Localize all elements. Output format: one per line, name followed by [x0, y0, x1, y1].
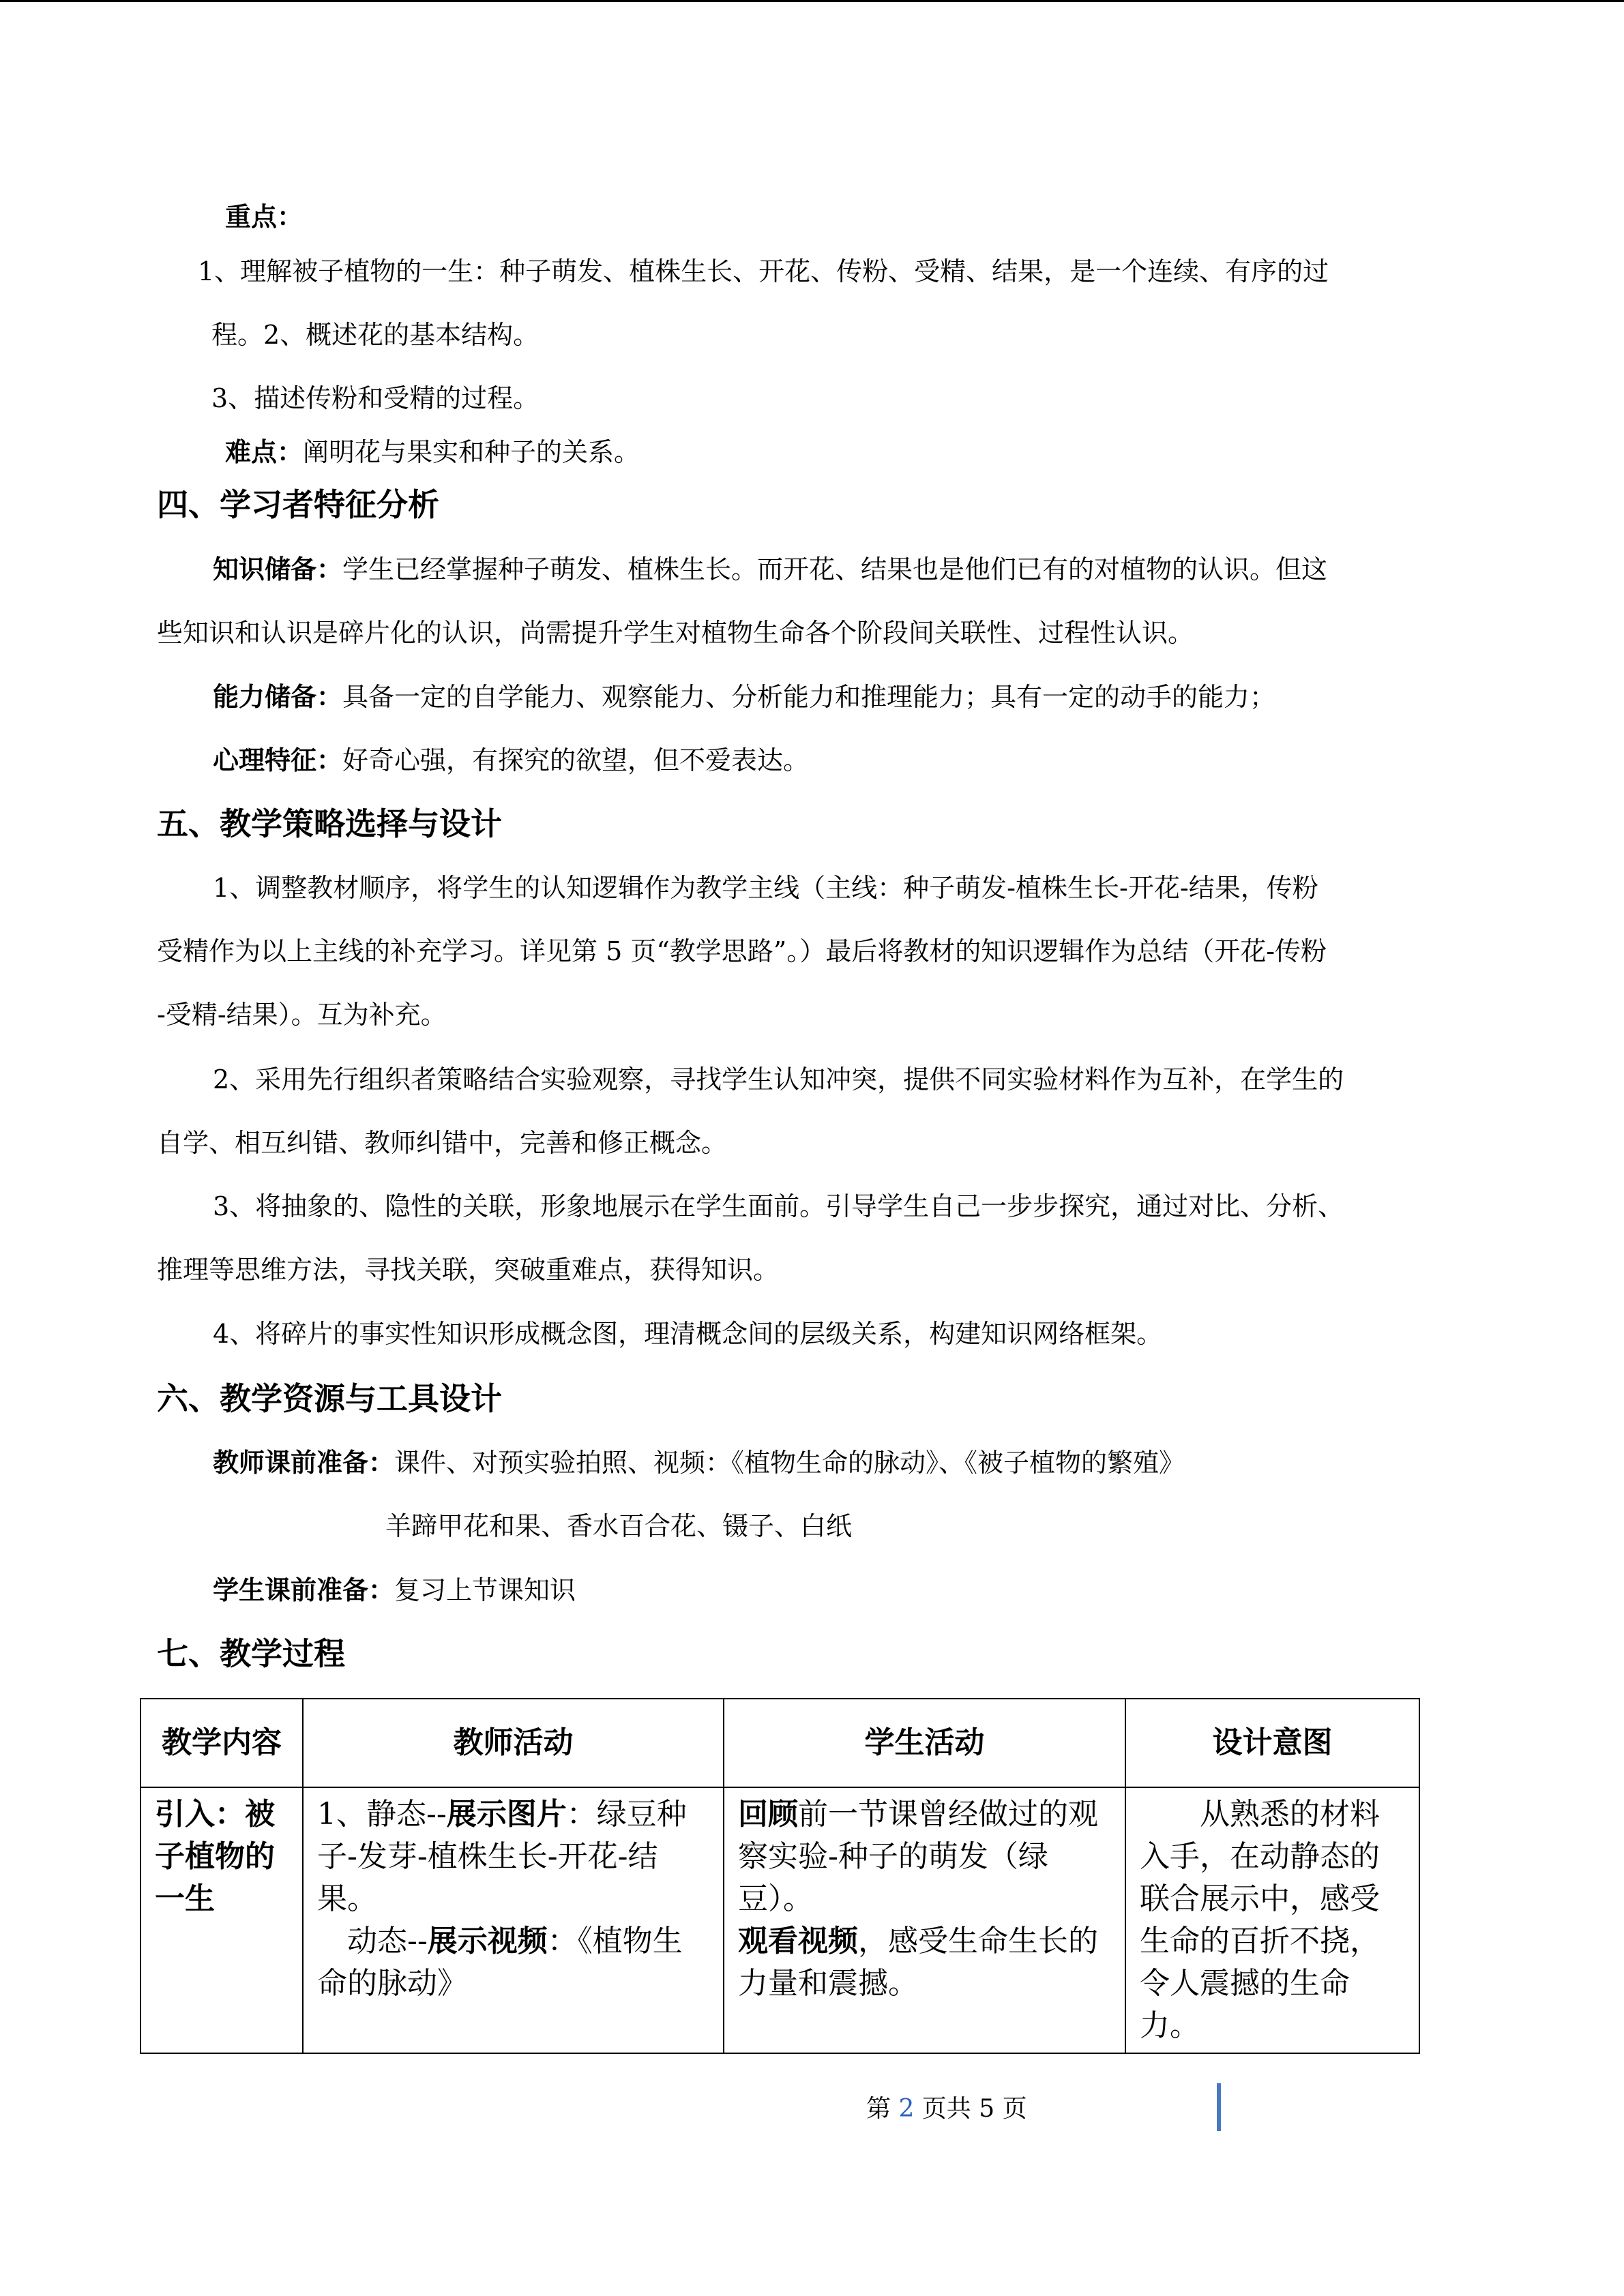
page-footer	[866, 2092, 1027, 2126]
top-border-line	[0, 0, 1624, 2]
teacher-p2-prefix: 动态--	[347, 1924, 428, 1958]
strategy2-line1: 2、采用先行组织者策略结合实验观察，寻找学生认知冲突，提供不同实验材料作为互补，在学生的	[213, 1064, 1344, 1094]
student-p1-bold: 回顾	[738, 1797, 798, 1832]
ability-text: 具备一定的自学能力、观察能力、分析能力和推理能力；具有一定的动手的能力；	[342, 682, 1276, 712]
strategy1-line3: -受精-结果）。互为补充。	[157, 1000, 447, 1030]
header-content: 教学内容	[141, 1699, 303, 1787]
difficulty-line	[225, 435, 640, 469]
section7-heading: 七、教学过程	[157, 1635, 345, 1672]
teacher-p1-rest: ：绿豆种子-发芽-植株生长-开花-结果。	[317, 1797, 687, 1916]
section6-heading: 六、教学资源与工具设计	[157, 1380, 502, 1417]
key-point-1-line1: 1、理解被子植物的一生：种子萌发、植株生长、开花、传粉、受精、结果，是一个连续、有序的过	[198, 256, 1329, 286]
psych-label: 心理特征：	[213, 745, 343, 775]
footer-total-pages: 5	[979, 2095, 995, 2123]
ability-label: 能力储备：	[213, 682, 343, 712]
psych-text: 好奇心强，有探究的欲望，但不爱表达。	[342, 745, 810, 775]
teacher-prep-text: 课件、对预实验拍照、视频：《植物生命的脉动》、《被子植物的繁殖》	[394, 1448, 1185, 1478]
teacher-prep-label: 教师课前准备：	[213, 1448, 395, 1478]
key-points-label-text: 重点：	[225, 202, 304, 232]
teacher-p1-bold: 展示图片	[446, 1797, 567, 1832]
teacher-p2-bold: 展示视频	[427, 1924, 548, 1958]
cell-teacher-activity	[303, 1787, 724, 2053]
section5-heading: 五、教学策略选择与设计	[157, 805, 502, 842]
key-point-1-line2: 程。2、概述花的基本结构。	[211, 320, 540, 350]
cell-design-intent: 从熟悉的材料入手，在动静态的联合展示中，感受生命的百折不挠，令人震撼的生命力。	[1125, 1787, 1419, 2053]
knowledge-label: 知识储备：	[213, 554, 343, 584]
teaching-process-table	[140, 1698, 1420, 2054]
teacher-prep-line1	[213, 1446, 1185, 1480]
strategy2-line2: 自学、相互纠错、教师纠错中，完善和修正概念。	[157, 1128, 728, 1158]
teacher-p1-prefix: 1、静态--	[317, 1797, 447, 1832]
strategy1-line1: 1、调整教材顺序，将学生的认知逻辑作为教学主线（主线：种子萌发-植株生长-开花-结果，传粉	[213, 873, 1318, 903]
table-header-row	[141, 1699, 1419, 1787]
key-point-3: 3、描述传粉和受精的过程。	[211, 383, 540, 413]
strategy1-line2: 受精作为以上主线的补充学习。详见第 5 页“教学思路”。）最后将教材的知识逻辑作为总结（开花-传粉	[157, 936, 1327, 966]
difficulty-label: 难点：	[225, 437, 304, 467]
footer-suffix: 页	[994, 2095, 1027, 2123]
teacher-prep-line2: 羊蹄甲花和果、香水百合花、镊子、白纸	[385, 1511, 853, 1541]
table-row	[141, 1787, 1419, 2053]
text-cursor	[1217, 2083, 1221, 2131]
strategy4: 4、将碎片的事实性知识形成概念图，理清概念间的层级关系，构建知识网络框架。	[213, 1319, 1163, 1349]
student-prep-text: 复习上节课知识	[394, 1575, 576, 1605]
difficulty-text: 阐明花与果实和种子的关系。	[303, 437, 640, 467]
knowledge-line2: 些知识和认识是碎片化的认识，尚需提升学生对植物生命各个阶段间关联性、过程性认识。	[157, 618, 1194, 648]
student-activity-p2	[738, 1920, 1111, 2005]
teacher-p2-rest: ：《植物生命的脉动》	[317, 1924, 683, 2001]
teacher-activity-p1	[317, 1793, 709, 1920]
knowledge-text-1: 学生已经掌握种子萌发、植株生长。而开花、结果也是他们已有的对植物的认识。但这	[342, 554, 1328, 584]
teacher-activity-p2	[317, 1920, 709, 2005]
footer-prefix: 第	[866, 2095, 899, 2123]
footer-middle: 页共	[914, 2095, 979, 2123]
student-activity-p1	[738, 1793, 1111, 1920]
section4-heading: 四、学习者特征分析	[157, 486, 439, 523]
header-design-intent: 设计意图	[1125, 1699, 1419, 1787]
cell-student-activity	[724, 1787, 1125, 2053]
student-prep-line	[213, 1573, 576, 1607]
strategy3-line2: 推理等思维方法，寻找关联，突破重难点，获得知识。	[157, 1255, 780, 1285]
student-p2-bold: 观看视频	[738, 1924, 858, 1958]
header-teacher-activity: 教师活动	[303, 1699, 724, 1787]
student-p1-rest: 前一节课曾经做过的观察实验-种子的萌发（绿豆）。	[738, 1797, 1098, 1916]
key-points-label	[225, 200, 303, 234]
student-prep-label: 学生课前准备：	[213, 1575, 395, 1605]
student-p2-rest: ，感受生命生长的力量和震撼。	[738, 1924, 1098, 2001]
knowledge-line1	[213, 552, 1327, 586]
psych-line	[213, 743, 809, 777]
ability-line	[213, 680, 1275, 714]
header-student-activity: 学生活动	[724, 1699, 1125, 1787]
strategy3-line1: 3、将抽象的、隐性的关联，形象地展示在学生面前。引导学生自己一步步探究，通过对比、分析、	[213, 1191, 1344, 1221]
cell-content: 引入：被子植物的一生	[141, 1787, 303, 2053]
footer-page-number: 2	[898, 2095, 915, 2123]
